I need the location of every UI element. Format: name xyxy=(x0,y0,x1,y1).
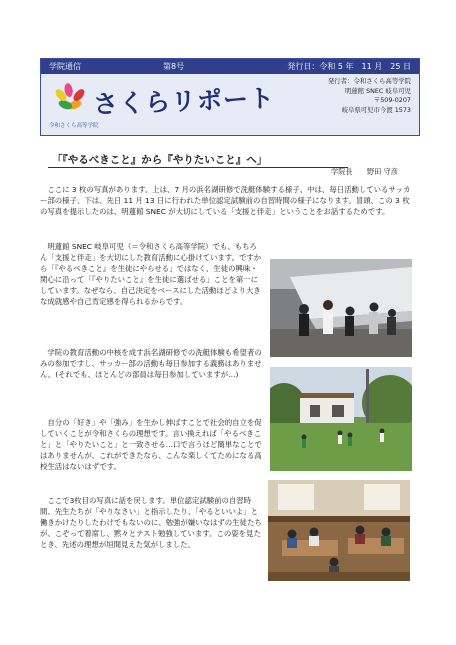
photo-soccer-club xyxy=(270,367,412,471)
publisher-line: 岐阜県可児市今渡 1573 xyxy=(341,105,411,114)
article-headline: 「『やるべきこと』から『やりたいこと』へ」 xyxy=(52,154,268,166)
publisher-line: 明蓮館 SNEC 岐阜可児 xyxy=(344,86,411,95)
newsletter-title: さくらリポート xyxy=(92,83,276,119)
paragraph: 学院の教育活動の中核を成す浜名湖研修での洗艇体験も希望者のみの参加ですし、サッカー部の活動も毎日参加する義務はありません。(それでも、ほとんどの部員は毎日参加していますが…) xyxy=(40,348,262,379)
issue-number: 第8号 xyxy=(163,62,185,71)
sakura-logo-icon xyxy=(55,83,85,113)
paragraph: 明蓮館 SNEC 岐阜可児（＝令和さくら高等学院）でも、もちろん「支援と伴走」を大切にした教育活動に心掛けています。ですから「『やるべきこと』を生徒にやらせる」ではなく、生徒の興味・関心に沿って「『やりたいこと』を生徒に選ばせる」ことを第一にしています。なぜなら、自己決定をベースにした活動ほどより大きな成就感や自己肯定感を得られるからです。 xyxy=(40,242,262,306)
school-name-small: 令和さくら高等学院 xyxy=(49,123,99,129)
paragraph: 自分の「好き」や「強み」を生かし伸ばすことで社会的自立を促していくことが令和さくらの理想です。言い換えれば「やるべきこと」と「やりたいこと」と一致させる…口で言うほど簡単なことではありませんが、これができたなら、こんな楽しくてためになる高校生活はないはずです。 xyxy=(40,418,262,471)
paragraph: ここで3枚目の写真に話を戻します。単位認定試験前の自習時間、先生たちが「やりなさい」と指示したり、「やるといいよ」と働きかけたりしたわけでもないのに、勉強が嫌いなはずの生徒たちが、こぞって着席し、黙々とテスト勉強しています。この姿を見たとき、先述の理想が垣間見えた気がしました。 xyxy=(40,496,262,549)
issue-date: 発行日：令和 5 年 11 月 25 日 xyxy=(287,62,411,71)
publisher-info xyxy=(328,77,411,115)
photo-boat-washing xyxy=(270,259,412,357)
newsletter-header xyxy=(40,58,420,136)
newsletter-kind: 学院通信 xyxy=(49,62,81,71)
headline-underline xyxy=(48,167,348,168)
article-author: 学院長 野田 守彦 xyxy=(331,167,398,176)
paragraph: ここに 3 枚の写真があります。上は、7 月の浜名湖研修で洗艇体験する様子、中は、毎日活動しているサッカー部の様子、下は、先日 11 月 13 日に行われた単位認定試験前の自習時間の様子になります。冒頭、この 3 枚の写真を提示したのは、明蓮館 SNEC が大切にしている「支援と伴走」ということをお話するためです。 xyxy=(40,185,411,216)
photo-study-session xyxy=(268,480,410,581)
publisher-line: 発行者：令和さくら高等学院 xyxy=(327,77,411,85)
publisher-line: 〒509-0207 xyxy=(373,96,411,105)
